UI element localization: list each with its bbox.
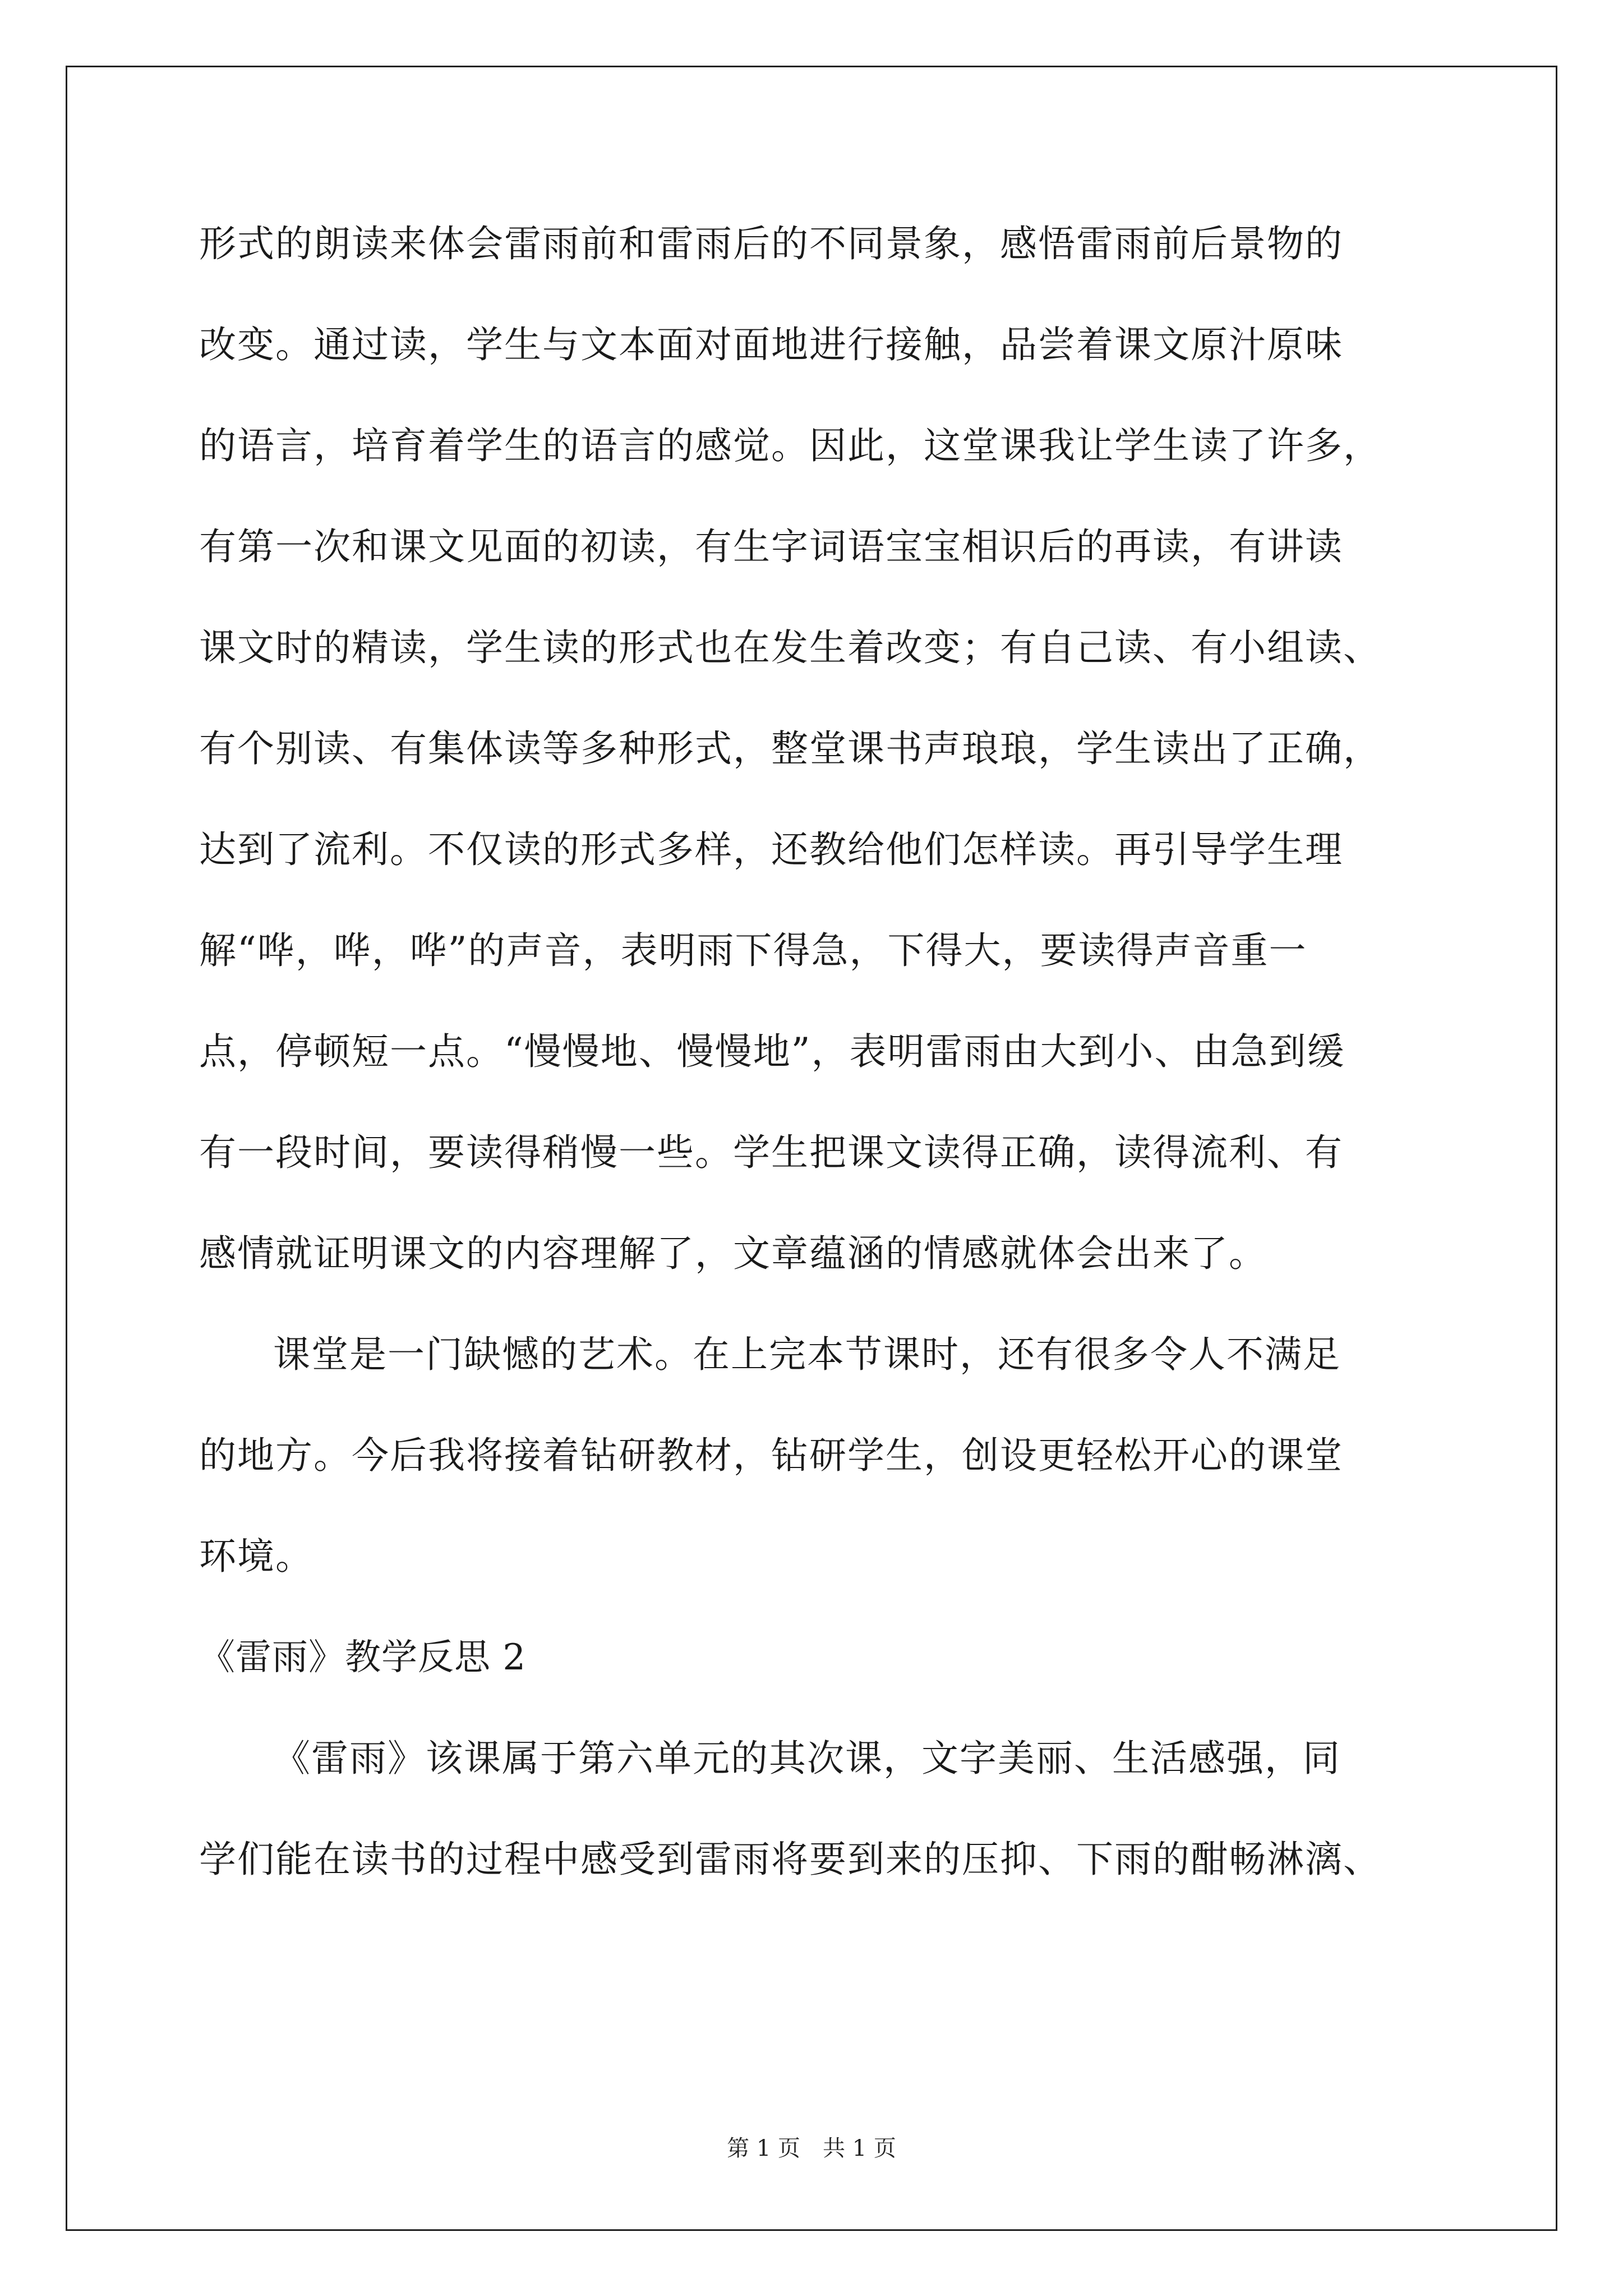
page-footer: 第 1 页 共 1 页 (727, 2136, 896, 2161)
paragraph-line: 改变。通过读，学生与文本面对面地进行接触，品尝着课文原汁原味 (199, 323, 1343, 366)
paragraph-line: 的语言，培育着学生的语言的感觉。因此，这堂课我让学生读了许多， (199, 424, 1381, 467)
document-body (199, 213, 1461, 1930)
paragraph-line: 感情就证明课文的内容理解了，文章蕴涵的情感就体会出来了。 (199, 1232, 1267, 1275)
paragraph-line: 有第一次和课文见面的初读，有生字词语宝宝相识后的再读，有讲读 (199, 525, 1343, 568)
paragraph-line: 环境。 (199, 1535, 313, 1578)
paragraph-line: 解“哗，哗，哗”的声音，表明雨下得急，下得大，要读得声音重一 (199, 929, 1307, 972)
paragraph-line: 点，停顿短一点。“慢慢地、慢慢地”，表明雷雨由大到小、由急到缓 (199, 1030, 1345, 1073)
paragraph-line: 的地方。今后我将接着钻研教材，钻研学生，创设更轻松开心的课堂 (199, 1434, 1343, 1477)
paragraph-line: 有一段时间，要读得稍慢一些。学生把课文读得正确，读得流利、有 (199, 1131, 1343, 1174)
section-heading: 《雷雨》教学反思 2 (199, 1637, 527, 1678)
paragraph-line: 课文时的精读，学生读的形式也在发生着改变；有自己读、有小组读、 (199, 626, 1381, 669)
paragraph-line: 课堂是一门缺憾的艺术。在上完本节课时，还有很多令人不满足 (273, 1333, 1341, 1376)
paragraph-line: 形式的朗读来体会雷雨前和雷雨后的不同景象，感悟雷雨前后景物的 (199, 222, 1343, 265)
paragraph-line: 学们能在读书的过程中感受到雷雨将要到来的压抑、下雨的酣畅淋漓、 (199, 1838, 1381, 1881)
paragraph-line: 达到了流利。不仅读的形式多样，还教给他们怎样读。再引导学生理 (199, 828, 1343, 871)
paragraph-line: 有个别读、有集体读等多种形式，整堂课书声琅琅，学生读出了正确， (199, 727, 1381, 770)
paragraph-line: 《雷雨》该课属于第六单元的其次课，文字美丽、生活感强，同 (273, 1737, 1341, 1780)
